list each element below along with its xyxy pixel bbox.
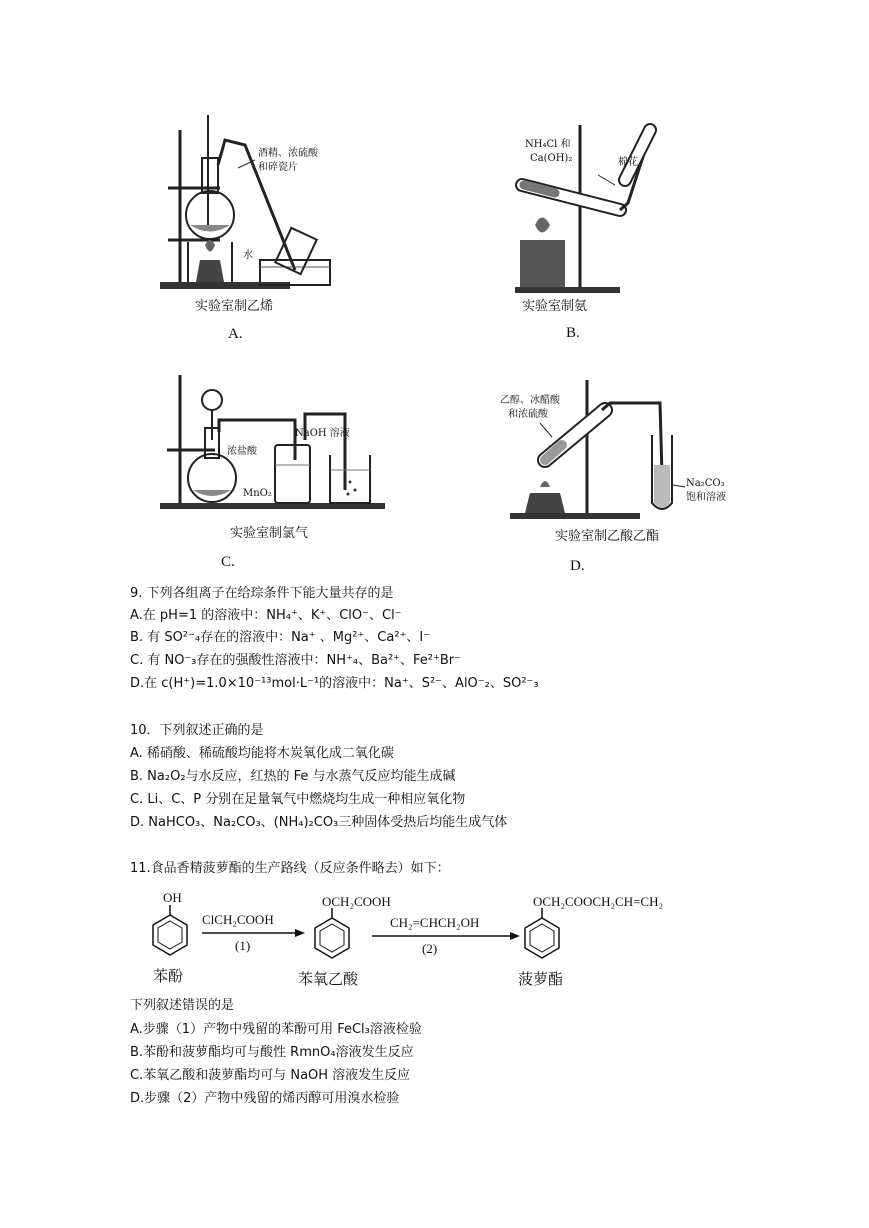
label-reagents: 乙醇、冰醋酸 [500,395,560,406]
question-9-option-b: B. 有 SO²⁻₄存在的溶液中：Na⁺ 、Mg²⁺、Ca²⁺、I⁻ [130,630,431,645]
question-9-option-a: A.在 pH=1 的溶液中：NH₄⁺、K⁺、ClO⁻、Cl⁻ [130,608,402,623]
caption-d: 实验室制乙酸乙酯 [555,529,660,544]
question-9-stem: 9. 下列各组离子在给琮条件下能大量共存的是 [130,586,394,601]
question-11-option-c: C.苯氧乙酸和菠萝酯均可与 NaOH 溶液发生反应 [130,1068,411,1083]
figure-a [150,110,430,342]
reagent-2: CH₂=CHCH₂OH [390,915,480,930]
label-reagents-2: 和碎瓷片 [258,162,298,173]
step-2-label: (2) [422,941,438,956]
name-pineapple-ester: 菠萝酯 [518,970,564,988]
label-reagents: 酒精、浓硫酸 [258,148,318,159]
question-9-option-d: D.在 c(H⁺)=1.0×10⁻¹³mol·L⁻¹的溶液中：Na⁺、S²⁻、AlO⁻₂、SO²⁻₃ [130,676,539,691]
label-mno2: MnO₂ [243,488,272,499]
phenol-oh-group: OH [163,890,182,905]
caption-a: 实验室制乙烯 [195,299,274,314]
label-na2co3-2: 饱和溶液 [686,492,726,503]
label-acid: 浓盐酸 [227,446,257,457]
name-phenoxyacetic-acid: 苯氧乙酸 [298,970,359,988]
caption-b: 实验室制氨 [522,299,588,314]
name-phenol: 苯酚 [153,967,184,985]
question-10-option-c: C. Li、C、P 分别在足量氧气中燃烧均生成一种相应氧化物 [130,792,466,807]
label-reagents-2: Ca(OH)₂ [530,153,573,164]
question-11-option-b: B.苯酚和菠萝酯均可与酸性 RmnO₄溶液发生反应 [130,1045,414,1060]
label-reagents-2: 和浓硫酸 [508,409,548,420]
letter-d: D. [570,558,585,574]
label-naoh: NaOH 溶液 [295,428,350,439]
figure-b [500,115,700,341]
label-water: 水 [243,250,253,261]
question-11-option-a: A.步骤（1）产物中残留的苯酚可用 FeCl₃溶液检验 [130,1022,422,1037]
phenoxyacetic-acid-group: OCH₂COOH [322,894,391,909]
reagent-1: ClCH₂COOH [202,912,274,927]
letter-c: C. [221,554,235,570]
step-1-label: (1) [235,938,251,953]
reaction-scheme [140,890,700,995]
chlorine-apparatus-drawing [155,370,395,520]
question-11-option-d: D.步骤（2）产物中残留的烯丙醇可用溴水检验 [130,1091,400,1106]
question-10-stem: 10．下列叙述正确的是 [130,723,264,738]
caption-c: 实验室制氯气 [230,526,309,541]
label-cotton: 棉花 [618,157,638,168]
figure-d [490,375,726,574]
question-10-option-a: A. 稀硝酸、稀硫酸均能将木炭氧化成二氧化碳 [130,746,394,761]
letter-b: B. [566,325,580,341]
letter-a: A. [228,326,243,342]
benzene-ring-phenol [153,905,187,955]
ethylene-apparatus-drawing [150,110,430,310]
question-11-prompt: 下列叙述错误的是 [130,998,235,1013]
label-reagents: NH₄Cl 和 [525,139,571,150]
question-11-stem: 11.食品香精菠萝酯的生产路线（反应条件略去）如下： [130,861,450,876]
benzene-ring-pineapple-ester [525,908,559,958]
label-na2co3: Na₂CO₃ [686,478,725,489]
question-10-option-b: B. Na₂O₂与水反应，红热的 Fe 与水蒸气反应均能生成碱 [130,769,456,784]
figure-c [155,370,395,570]
pineapple-ester-group: OCH₂COOCH₂CH=CH₂ [533,894,663,909]
question-9-option-c: C. 有 NO⁻₃存在的强酸性溶液中：NH⁺₄、Ba²⁺、Fe²⁺Br⁻ [130,653,461,668]
benzene-ring-phenoxyacetic-acid [315,908,349,958]
question-10-option-d: D. NaHCO₃、Na₂CO₃、(NH₄)₂CO₃三种固体受热后均能生成气体 [130,815,508,830]
